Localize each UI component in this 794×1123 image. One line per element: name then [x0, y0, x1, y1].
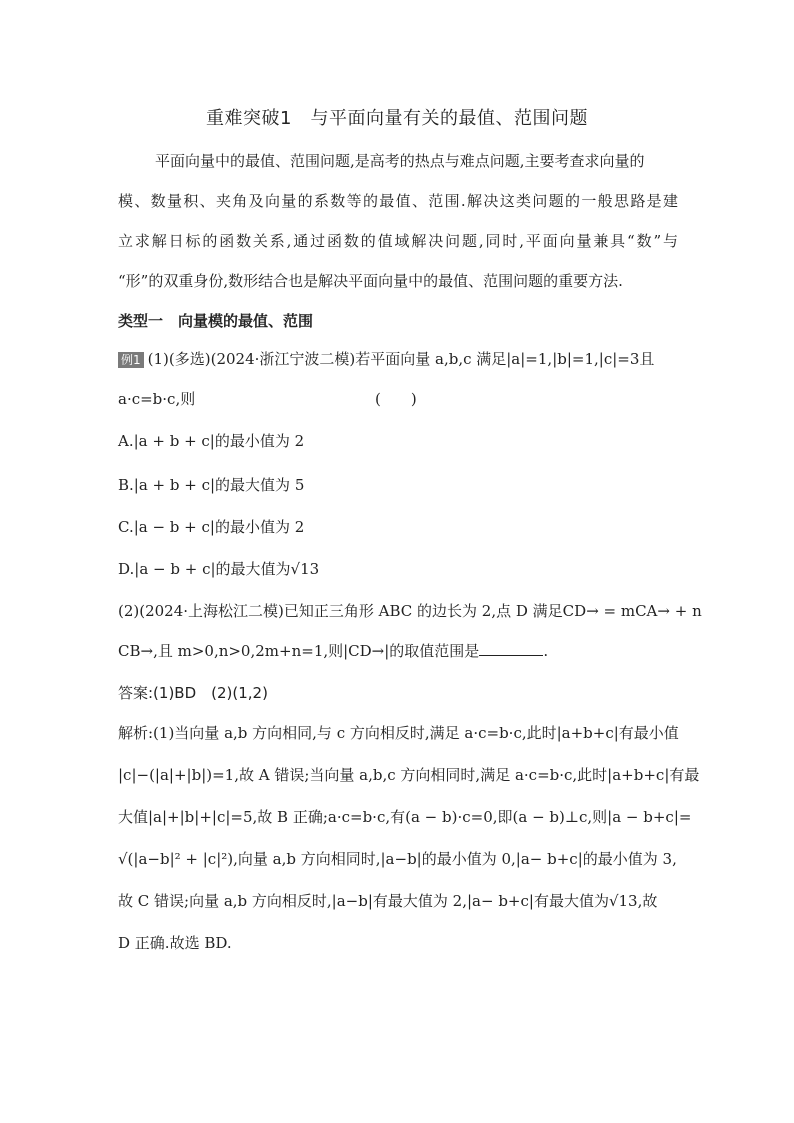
page-title: 重难突破1 与平面向量有关的最值、范围问题 — [206, 108, 588, 129]
option-b: B.|a + b + c|的最大值为 5 — [118, 476, 305, 494]
analysis-line-5: 故 C 错误;向量 a,b 方向相反时,|a−b|有最大值为 2,|a− b+c|有最大值为√13,故 — [118, 892, 658, 910]
fill-in-blank — [479, 643, 543, 656]
intro-line-2: 模、数量积、夹角及向量的系数等的最值、范围.解决这类问题的一般思路是建 — [118, 192, 678, 210]
example-tag: 例1 — [118, 352, 144, 368]
intro-line-4: “形”的双重身份,数形结合也是解决平面向量中的最值、范围问题的重要方法. — [118, 272, 623, 290]
section-heading: 类型一 向量模的最值、范围 — [118, 312, 314, 330]
question-2-text: CB→,且 m>0,n>0,2m+n=1,则|CD→|的取值范围是 — [118, 642, 480, 660]
analysis-line-6: D 正确.故选 BD. — [118, 934, 232, 952]
option-d: D.|a − b + c|的最大值为√13 — [118, 560, 320, 578]
option-c: C.|a − b + c|的最小值为 2 — [118, 518, 305, 536]
intro-line-1: 平面向量中的最值、范围问题,是高考的热点与难点问题,主要考查求向量的 — [155, 152, 645, 170]
question-1-line-1 — [118, 348, 678, 369]
option-a: A.|a + b + c|的最小值为 2 — [118, 432, 305, 450]
answer-parentheses: ( ) — [375, 390, 417, 408]
question-2-line-2 — [118, 640, 678, 661]
question-1-text: (1)(多选)(2024·浙江宁波二模)若平面向量 a,b,c 满足|a|=1,|b|=1,|c|=3且 — [147, 350, 655, 368]
analysis-line-2: |c|−(|a|+|b|)=1,故 A 错误;当向量 a,b,c 方向相同时,满足 a·c=b·c,此时|a+b+c|有最 — [118, 766, 700, 784]
analysis-line-4: √(|a−b|² + |c|²),向量 a,b 方向相同时,|a−b|的最小值为 0,|a− b+c|的最小值为 3, — [118, 850, 677, 868]
analysis-line-3: 大值|a|+|b|+|c|=5,故 B 正确;a·c=b·c,有(a − b)·c=0,即(a − b)⊥c,则|a − b+c|= — [118, 808, 692, 826]
intro-line-3: 立求解日标的函数关系,通过函数的值域解决问题,同时,平面向量兼具“数”与 — [118, 232, 678, 250]
question-2-period: . — [543, 642, 549, 660]
answer-line: 答案:(1)BD (2)(1,2) — [118, 684, 268, 702]
question-2-line-1: (2)(2024·上海松江二模)已知正三角形 ABC 的边长为 2,点 D 满足CD→ = mCA→ + n — [118, 602, 702, 620]
analysis-line-1: 解析:(1)当向量 a,b 方向相同,与 c 方向相反时,满足 a·c=b·c,此时|a+b+c|有最小值 — [118, 724, 679, 742]
question-1-line-2: a·c=b·c,则 — [118, 390, 196, 408]
